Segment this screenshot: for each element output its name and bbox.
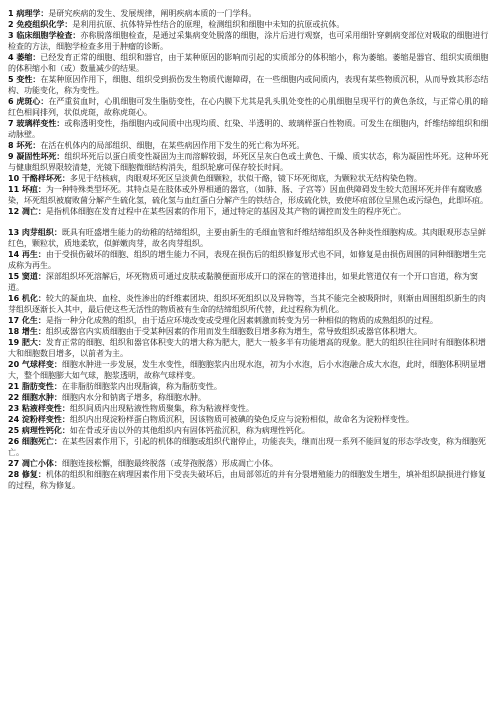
list-item	[8, 118, 492, 140]
list-item	[8, 458, 492, 469]
term-label: 1 病理学：	[8, 9, 49, 18]
term-definition: 是利用抗原、抗体特异性结合的原理，检测组织和细胞中未知的抗原或抗体。	[72, 20, 345, 29]
term-label: 13 肉芽组织：	[8, 228, 62, 237]
term-definition: 组织坏死后以蛋白质变性凝固为主而溶解较弱，坏死区呈灰白色或土黄色、干燥、质实状态，称为凝固性坏死。这种坏死与健康组织界限较清楚，光镜下细胞微细结构消失，组织轮廓可保存较长时间。	[8, 152, 489, 172]
list-item	[8, 436, 492, 458]
term-definition: 是研究疾病的发生、发展规律，阐明疾病本质的一门学科。	[48, 9, 257, 18]
term-label: 28 修复：	[8, 470, 46, 479]
term-definition: 已经发育正常的细胞、组织和器官，由于某种原因的影响而引起的实质部分的体积缩小，称为萎缩。萎缩是器官、组织实质细胞的体积缩小和（或）数量减少的结果。	[8, 53, 489, 73]
term-definition: 由于受损伤破坏的细胞、组织的增生能力不同，表现在损伤后的组织修复形式也不同，如修复是由损伤周围的同种细胞增生完成称为再生。	[8, 250, 486, 270]
term-definition: 在非脂肪细胞浆内出现脂滴，称为脂肪变性。	[61, 382, 222, 391]
term-label: 20 气球样变：	[8, 360, 62, 369]
list-item	[8, 74, 492, 96]
term-label: 27 凋亡小体：	[8, 459, 62, 468]
term-definition: 在严重贫血时，心肌细胞可发生脂肪变性，在心内膜下尤其是乳头肌处变性的心肌细胞呈现平行的黄色条纹，与正常心肌的暗红色相间排列，状似虎斑，故称虎斑心。	[8, 97, 489, 117]
term-definition: 在活在机体内的局部组织、细胞，在某些病因作用下发生的死亡称为坏死。	[40, 141, 305, 150]
list-item	[8, 173, 492, 184]
list-item	[8, 30, 492, 52]
term-definition: 是指一种分化成熟的组织，由于适应环境改变或受理化因素刺激而转变为另一种相似的物质的成熟组织的过程。	[45, 316, 438, 325]
list-item	[8, 469, 492, 491]
list-item	[8, 381, 492, 392]
term-label: 19 肥大：	[8, 338, 46, 347]
list-item	[8, 403, 492, 414]
term-definition: 亦称脱落细胞检查，是通过采集病变处脱落的细胞，涂片后进行观察，也可采用细针穿刺病变部位对吸取的细胞进行检查的方法，细胞学检查多用于肿瘤的诊断。	[8, 31, 489, 51]
list-item	[8, 19, 492, 30]
term-definition: 在某些因素作用下，引起的机体的细胞或组织代谢停止，功能丧失，继而出现一系列不能回复的形态学改变，称为细胞死亡。	[8, 437, 486, 457]
list-item	[8, 249, 492, 271]
term-definition: 在某种原因作用下，细胞、组织受到损伤发生物质代谢障碍，在一些细胞内或间质内，表现有某些物质沉积，从而导致其形态结构、功能变化，称为变性。	[8, 75, 489, 95]
term-label: 10 干酪样坏死：	[8, 174, 70, 183]
term-label: 5 变性：	[8, 75, 41, 84]
term-label: 4 萎缩：	[8, 53, 41, 62]
list-item	[8, 206, 492, 217]
term-label: 23 粘液样变性：	[8, 404, 70, 413]
term-label: 9 凝固性坏死：	[8, 152, 65, 161]
term-label: 26 细胞死亡：	[8, 437, 62, 446]
term-label: 7 玻璃样变性：	[8, 119, 65, 128]
term-label: 17 化生：	[8, 316, 46, 325]
term-definition: 多见于结核病，肉眼观坏死区呈淡黄色细颗粒，状似干酪，镜下坏死彻底，为颗粒状无结构染色物。	[69, 174, 422, 183]
term-label: 24 淀粉样变性：	[8, 415, 70, 424]
term-label: 25 病理性钙化：	[8, 426, 70, 435]
list-item	[8, 425, 492, 436]
list-item	[8, 184, 492, 206]
term-definition: 组织或器官内实质细胞由于受某种因素的作用而发生细胞数目增多称为增生，常导致组织或器官体积增大。	[45, 327, 422, 336]
list-item	[8, 52, 492, 74]
list-item	[8, 96, 492, 118]
list-item	[8, 8, 492, 19]
term-definition: 较大的凝血块、血栓、炎性渗出的纤维素团块、组织坏死组织以及异物等，当其不能完全被吸附时，则渐由周围组织新生的肉芽组织逐渐长入其中，最后使这些无活性的物质被有生命的结缔组织所代替，此过程称为机化。	[8, 294, 486, 314]
term-definition: 为一种特殊类型坏死。其特点是在肢体或外界相通的器官，（如肺、肠、子宫等）因血供障碍发生较大范围坏死并伴有腐败感染，坏死组织被腐败菌分解产生硫化氢，硫化氢与血红蛋白分解产生的铁结合，形成硫化铁，致使坏疽部位呈黑色或污绿色，此即坏疽。	[8, 185, 488, 205]
term-definition: 既具有旺盛增生能力的幼稚的结缔组织，主要由新生的毛细血管和纤维结缔组织及各种炎性细胞构成。其肉眼观形态呈鲜红色，颗粒状，质地柔软，似鲜嫩肉芽，故名肉芽组织。	[8, 228, 486, 248]
term-label: 6 虎斑心：	[8, 97, 49, 106]
list-item	[8, 392, 492, 403]
term-definition: 细胞水肿进一步发展，发生水变性，细胞胞浆内出现水泡，初为小水泡，后小水泡融合成大水泡，此时，细胞体积明显增大，整个细胞膨大如气球，胞浆透明，故称气球样变。	[8, 360, 486, 380]
term-label: 16 机化：	[8, 294, 46, 303]
term-label: 22 细胞水肿：	[8, 393, 62, 402]
term-definition: 组织间质内出现粘液性物质聚集，称为粘液样变性。	[69, 404, 254, 413]
list-item	[8, 315, 492, 326]
list-item	[8, 227, 492, 249]
list-item	[8, 359, 492, 381]
term-label: 8 坏死：	[8, 141, 41, 150]
term-definition: 细胞内水分和钠离子增多，称细胞水肿。	[61, 393, 206, 402]
list-item	[8, 414, 492, 425]
term-label: 21 脂肪变性：	[8, 382, 62, 391]
list-item	[8, 293, 492, 315]
term-definition: 组织内出现淀粉样蛋白物质沉积，因该物质可被碘的染色反应与淀粉相似，故命名为淀粉样变性。	[69, 415, 414, 424]
term-label: 3 临床细胞学检查：	[8, 31, 81, 40]
term-label: 14 再生：	[8, 250, 46, 259]
list-item	[8, 271, 492, 293]
term-definition: 或称透明变性，指细胞内或间质中出现均质、红染、半透明的、玻璃样蛋白性物质。可发生在细胞内，纤维结缔组织和细动脉壁。	[8, 119, 489, 139]
list-item	[8, 151, 492, 173]
term-definition: 深部组织坏死溶解后，坏死物质可通过皮肤或黏膜便面形成开口的深在的管道排出，如果此管道仅有一个开口盲道，称为窦道。	[8, 272, 478, 292]
term-label: 15 窦道：	[8, 272, 46, 281]
term-definition: 如在骨或牙齿以外的其他组织内有固体钙盐沉积，称为病理性钙化。	[69, 426, 310, 435]
term-definition: 机体的组织和细胞在病理因素作用下受丧失破坏后，由局部邻近的并有分裂增殖能力的细胞发生增生，填补组织缺损进行修复的过程，称为修复。	[8, 470, 486, 490]
list-item	[8, 337, 492, 359]
term-definition: 细胞连接松懈，细胞最终脱落（或芽孢脱落）形成凋亡小体。	[61, 459, 278, 468]
term-label: 18 增生：	[8, 327, 46, 336]
term-label: 2 免疫组织化学：	[8, 20, 73, 29]
list-item	[8, 326, 492, 337]
list-item	[8, 140, 492, 151]
term-label: 11 坏疽：	[8, 185, 46, 194]
term-definition: 发育正常的细胞、组织和器官体积变大的增大称为肥大，肥大一般多半有功能增高的现象。肥大的组织往往同时有细胞体积增大和细胞数目增多，以前者为主。	[8, 338, 486, 358]
term-definition: 是指机体细胞在发育过程中在某些因素的作用下，通过特定的基因及其产物的调控而发生的程序死亡。	[45, 207, 406, 216]
term-label: 12 凋亡：	[8, 207, 46, 216]
